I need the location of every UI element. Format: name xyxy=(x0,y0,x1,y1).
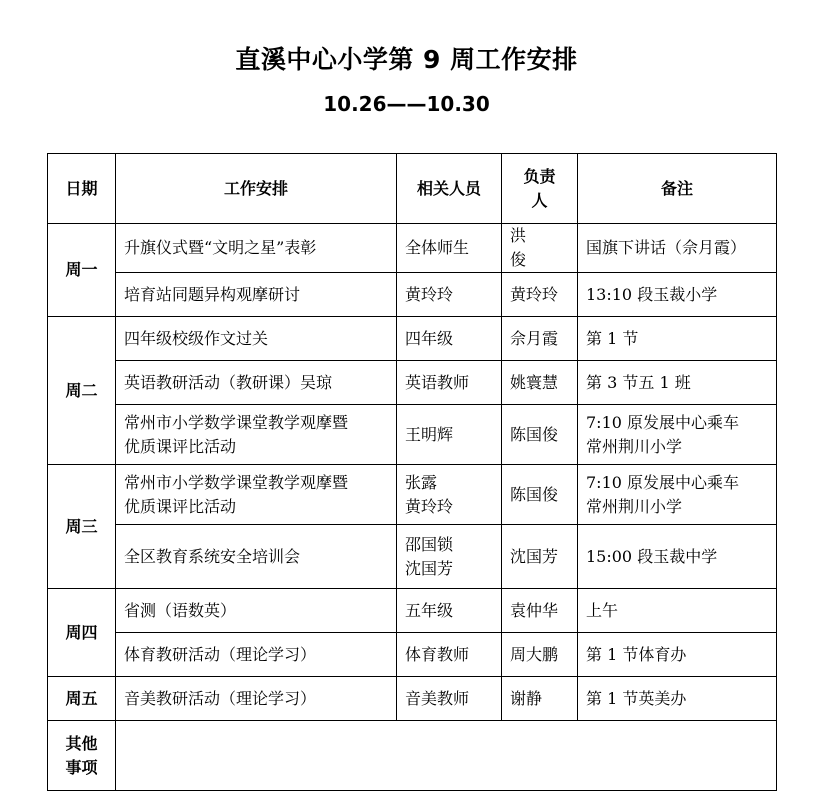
table-row xyxy=(48,525,777,589)
date-range: 10.26——10.30 xyxy=(323,92,490,116)
people-cell: 五年级 xyxy=(397,589,502,633)
lead-cell: 周大鹏 xyxy=(502,633,578,677)
note-cell: 国旗下讲话（佘月霞） xyxy=(578,224,777,273)
other-content-cell xyxy=(116,721,777,791)
lead-cell: 佘月霞 xyxy=(502,317,578,361)
people-cell: 黄玲玲 xyxy=(397,273,502,317)
task-line: 常州市小学数学课堂教学观摩暨 xyxy=(124,412,349,432)
task-cell: 英语教研活动（教研课）吴琼 xyxy=(116,361,397,405)
header-lead xyxy=(502,154,578,224)
task-cell: 省测（语数英） xyxy=(116,589,397,633)
note-cell: 13:10 段玉裁小学 xyxy=(578,273,777,317)
header-lead-line2: 人 xyxy=(531,190,548,210)
other-line1: 其他 xyxy=(65,733,98,753)
task-line: 优质课评比活动 xyxy=(124,496,237,516)
note-line: 7:10 原发展中心乘车 xyxy=(586,412,740,432)
task-cell: 升旗仪式暨“文明之星”表彰 xyxy=(116,224,397,273)
lead-cell: 陈国俊 xyxy=(502,465,578,525)
day-cell-mon: 周一 xyxy=(48,224,116,317)
note-cell xyxy=(578,405,777,465)
task-cell: 音美教研活动（理论学习） xyxy=(116,677,397,721)
task-cell: 体育教研活动（理论学习） xyxy=(116,633,397,677)
people-line: 邵国锁 xyxy=(405,534,454,554)
people-cell xyxy=(397,525,502,589)
lead-cell: 洪 俊 xyxy=(502,224,578,273)
table-row xyxy=(48,465,777,525)
lead-cell: 谢静 xyxy=(502,677,578,721)
note-cell: 上午 xyxy=(578,589,777,633)
people-line: 沈国芳 xyxy=(405,558,454,578)
day-cell-fri: 周五 xyxy=(48,677,116,721)
header-note: 备注 xyxy=(578,154,777,224)
note-cell xyxy=(578,465,777,525)
other-line2: 事项 xyxy=(65,757,98,777)
note-cell: 第 1 节英美办 xyxy=(578,677,777,721)
people-cell xyxy=(397,465,502,525)
table-row xyxy=(48,224,777,273)
header-date: 日期 xyxy=(48,154,116,224)
lead-cell: 袁仲华 xyxy=(502,589,578,633)
header-task: 工作安排 xyxy=(116,154,397,224)
day-cell-wed: 周三 xyxy=(48,465,116,589)
note-cell: 15:00 段玉裁中学 xyxy=(578,525,777,589)
table-row xyxy=(48,633,777,677)
note-cell: 第 1 节体育办 xyxy=(578,633,777,677)
note-line: 7:10 原发展中心乘车 xyxy=(586,472,740,492)
people-cell: 王明辉 xyxy=(397,405,502,465)
lead-cell: 黄玲玲 xyxy=(502,273,578,317)
note-line: 常州荆川小学 xyxy=(586,496,683,516)
table-row xyxy=(48,273,777,317)
day-cell-thu: 周四 xyxy=(48,589,116,677)
people-line: 黄玲玲 xyxy=(405,496,454,516)
table-row xyxy=(48,361,777,405)
schedule-table xyxy=(47,153,777,791)
table-row xyxy=(48,677,777,721)
people-cell: 全体师生 xyxy=(397,224,502,273)
task-cell: 全区教育系统安全培训会 xyxy=(116,525,397,589)
task-line: 常州市小学数学课堂教学观摩暨 xyxy=(124,472,349,492)
task-cell: 培育站同题异构观摩研讨 xyxy=(116,273,397,317)
header-people: 相关人员 xyxy=(397,154,502,224)
header-lead-line1: 负责 xyxy=(523,166,556,186)
task-cell xyxy=(116,405,397,465)
task-line: 优质课评比活动 xyxy=(124,436,237,456)
note-line: 常州荆川小学 xyxy=(586,436,683,456)
people-line: 张露 xyxy=(405,472,438,492)
note-cell: 第 3 节五 1 班 xyxy=(578,361,777,405)
table-row xyxy=(48,721,777,791)
page-title: 直溪中心小学第 9 周工作安排 xyxy=(235,45,578,74)
day-cell-tue: 周二 xyxy=(48,317,116,465)
note-cell: 第 1 节 xyxy=(578,317,777,361)
task-cell xyxy=(116,465,397,525)
header-row xyxy=(48,154,777,224)
people-cell: 音美教师 xyxy=(397,677,502,721)
table-row xyxy=(48,317,777,361)
people-cell: 四年级 xyxy=(397,317,502,361)
lead-cell: 陈国俊 xyxy=(502,405,578,465)
people-cell: 英语教师 xyxy=(397,361,502,405)
lead-cell: 姚寰慧 xyxy=(502,361,578,405)
people-cell: 体育教师 xyxy=(397,633,502,677)
table-row xyxy=(48,589,777,633)
table-row xyxy=(48,405,777,465)
day-cell-other xyxy=(48,721,116,791)
lead-cell: 沈国芳 xyxy=(502,525,578,589)
task-cell: 四年级校级作文过关 xyxy=(116,317,397,361)
